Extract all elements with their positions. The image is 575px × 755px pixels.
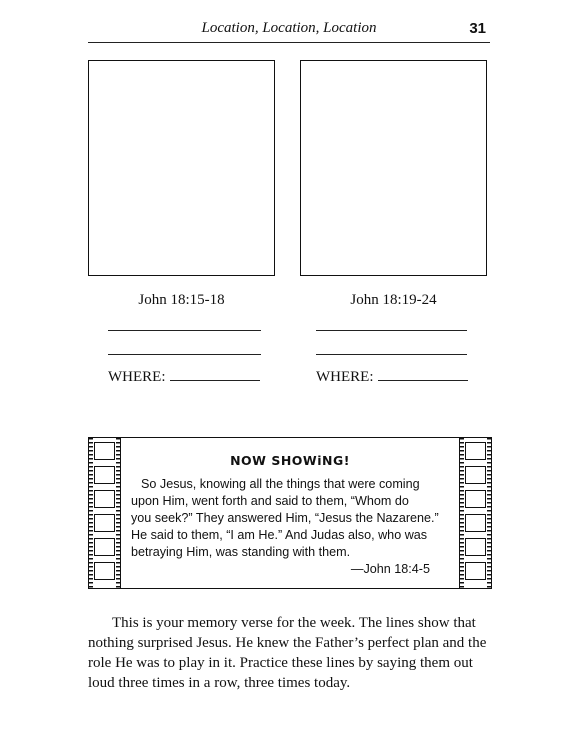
film-frame [465, 490, 486, 508]
verse-line: So Jesus, knowing all the things that were coming [141, 477, 420, 491]
film-frame [465, 538, 486, 556]
film-perforations [487, 438, 491, 588]
drawing-box-right[interactable] [300, 60, 487, 276]
now-showing-heading: NOW SHOWiNG! [230, 453, 350, 468]
memory-verse-text [126, 476, 454, 561]
running-header [88, 20, 490, 43]
film-frame [465, 562, 486, 580]
verse-line: upon Him, went forth and said to them, “Whom do [131, 494, 409, 508]
where-answer-line[interactable] [378, 366, 468, 381]
film-frame [465, 466, 486, 484]
film-frame [94, 466, 115, 484]
now-showing-filmstrip [88, 437, 492, 589]
scripture-reference-left: John 18:15-18 [138, 292, 225, 308]
answer-line-left-2[interactable] [108, 354, 261, 355]
verse-line: you seek?” They answered Him, “Jesus the Nazarene.” [131, 511, 439, 525]
answer-line-left-1[interactable] [108, 330, 261, 331]
drawing-box-left[interactable] [88, 60, 275, 276]
film-frame [94, 442, 115, 460]
where-label: WHERE: [316, 369, 374, 385]
where-field-left[interactable] [108, 366, 260, 386]
film-perforations [89, 438, 93, 588]
where-answer-line[interactable] [170, 366, 260, 381]
where-label: WHERE: [108, 369, 166, 385]
film-perforations [116, 438, 120, 588]
filmstrip-right-edge [459, 438, 491, 588]
page-number: 31 [469, 20, 486, 37]
where-field-right[interactable] [316, 366, 468, 386]
answer-line-right-1[interactable] [316, 330, 467, 331]
film-frame [94, 562, 115, 580]
film-frame [94, 490, 115, 508]
film-frame [94, 514, 115, 532]
film-frame [465, 514, 486, 532]
chapter-title: Location, Location, Location [201, 20, 377, 36]
filmstrip-left-edge [89, 438, 121, 588]
memory-verse-panel [126, 438, 454, 588]
scripture-reference-right: John 18:19-24 [350, 292, 437, 308]
film-frame [465, 442, 486, 460]
verse-line: betraying Him, was standing with them. [131, 545, 351, 559]
film-perforations [460, 438, 464, 588]
film-frame [94, 538, 115, 556]
verse-reference: —John 18:4-5 [350, 562, 430, 576]
answer-line-right-2[interactable] [316, 354, 467, 355]
instruction-paragraph: This is your memory verse for the week. The lines show that nothing surprised Jesus. He knew the Father’s perfect plan and the role He was to play in it. Practice these lines by saying them out loud three times in a row, three times today. [88, 615, 487, 691]
verse-line: He said to them, “I am He.” And Judas also, who was [131, 528, 428, 542]
